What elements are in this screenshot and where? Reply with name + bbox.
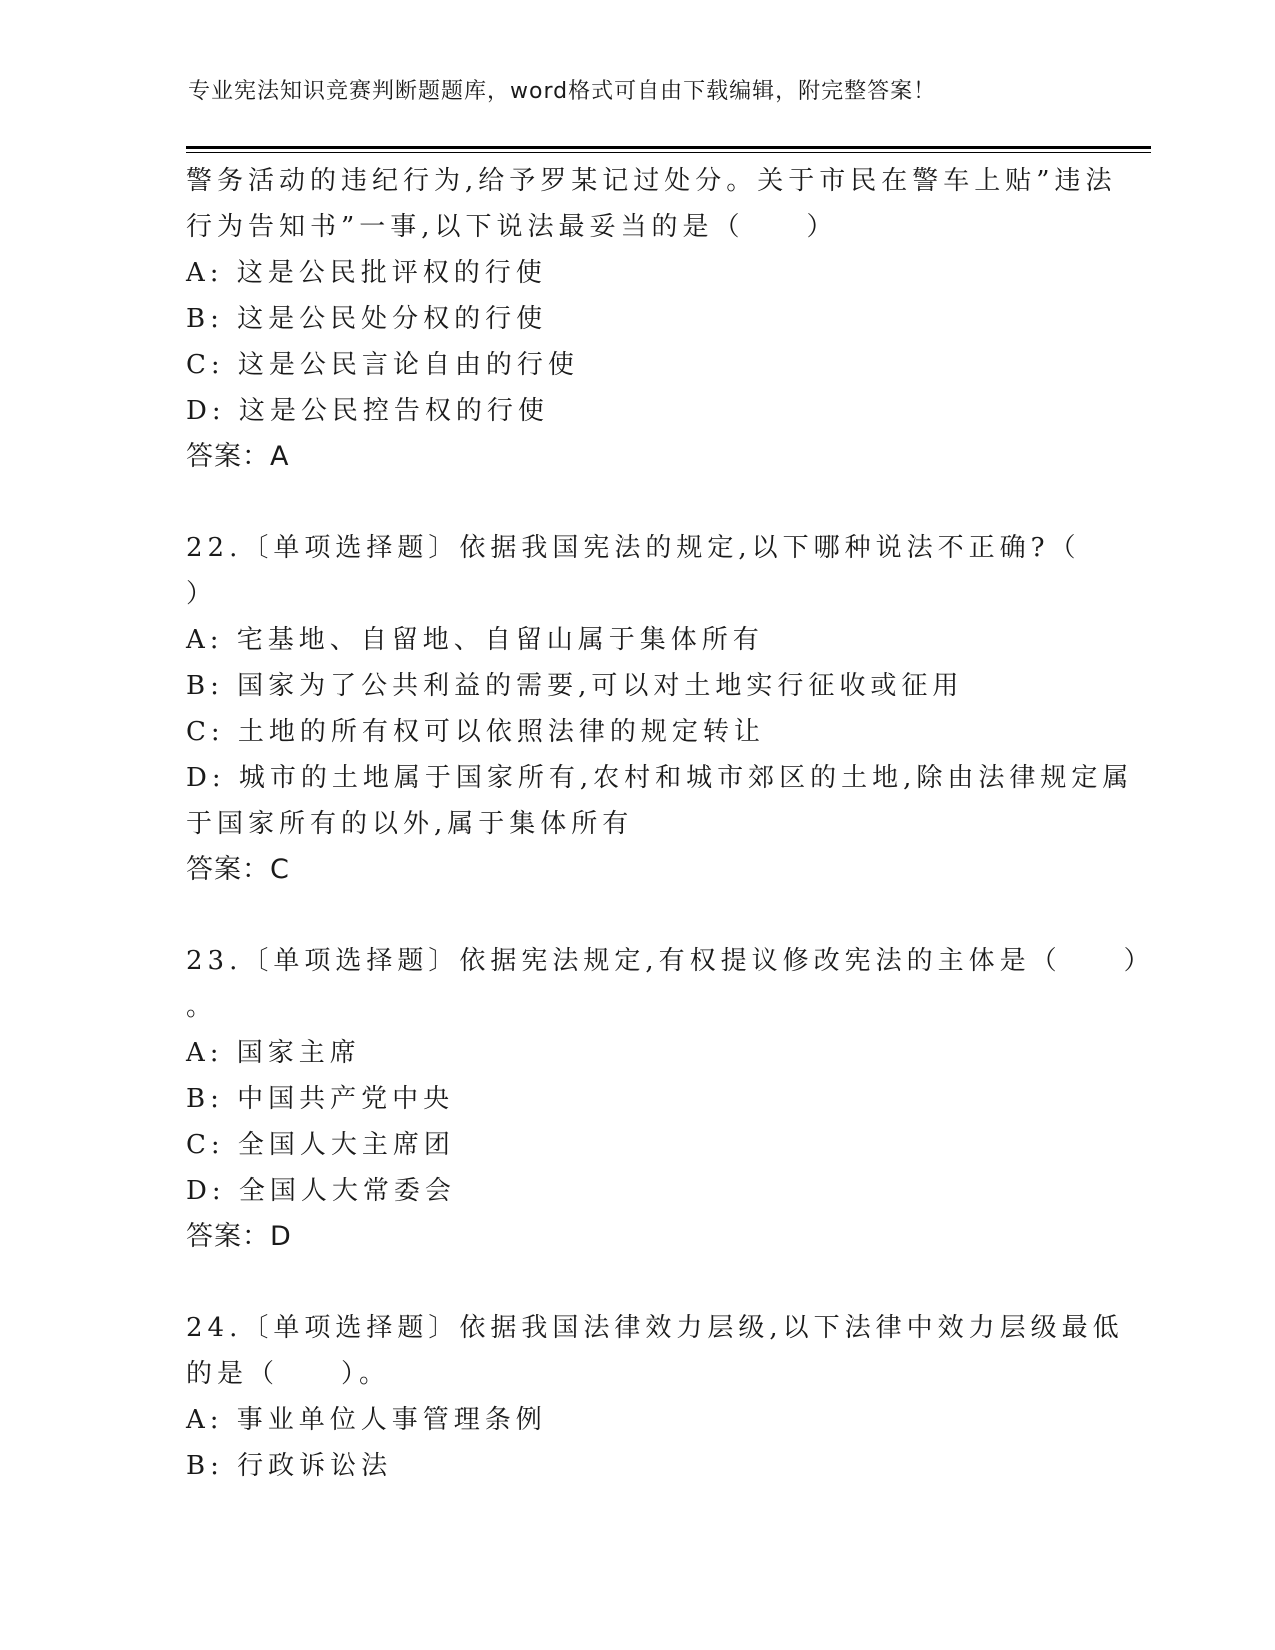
question-block	[186, 1305, 1124, 1489]
question-stem-line: 。	[186, 992, 218, 1022]
header-rule-thick	[186, 146, 1151, 149]
page-header: 专业宪法知识竞赛判断题题库，word格式可自由下载编辑，附完整答案！	[188, 79, 937, 104]
option-b: B: 国家为了公共利益的需要,可以对土地实行征收或征用	[186, 671, 964, 701]
option-a: A: 事业单位人事管理条例	[186, 1405, 547, 1435]
option-c: C: 全国人大主席团	[186, 1130, 455, 1160]
option-b: B: 行政诉讼法	[186, 1451, 393, 1481]
answer-line: 答案：A	[186, 441, 290, 472]
option-d: D: 这是公民控告权的行使	[186, 396, 549, 426]
question-block	[186, 525, 1134, 893]
spacer	[186, 1260, 1086, 1305]
question-stem-line: 22.〔单项选择题〕依据我国宪法的规定,以下哪种说法不正确?（	[186, 533, 1081, 563]
question-list	[186, 158, 1155, 1489]
option-a: A: 这是公民批评权的行使	[186, 258, 547, 288]
header-rule-thin	[186, 152, 1151, 153]
spacer	[186, 480, 1086, 525]
question-stem-line: ）	[186, 579, 218, 609]
option-b: B: 这是公民处分权的行使	[186, 304, 548, 334]
option-d: D: 城市的土地属于国家所有,农村和城市郊区的土地,除由法律规定属	[186, 763, 1134, 793]
question-block	[186, 158, 1117, 480]
answer-line: 答案：D	[186, 1221, 292, 1252]
option-c: C: 这是公民言论自由的行使	[186, 350, 579, 380]
question-stem-line: 24.〔单项选择题〕依据我国法律效力层级,以下法律中效力层级最低	[186, 1313, 1124, 1343]
option-d-continuation: 于国家所有的以外,属于集体所有	[186, 809, 634, 839]
option-a: A: 国家主席	[186, 1038, 361, 1068]
question-block	[186, 938, 1155, 1260]
option-d: D: 全国人大常委会	[186, 1176, 456, 1206]
option-a: A: 宅基地、自留地、自留山属于集体所有	[186, 625, 764, 655]
question-stem-line: 23.〔单项选择题〕依据宪法规定,有权提议修改宪法的主体是（ ）	[186, 946, 1155, 976]
option-b: B: 中国共产党中央	[186, 1084, 455, 1114]
option-c: C: 土地的所有权可以依照法律的规定转让	[186, 717, 765, 747]
question-stem-line: 行为告知书”一事,以下说法最妥当的是（ ）	[186, 212, 838, 242]
question-stem-line: 警务活动的违纪行为,给予罗某记过处分。关于市民在警车上贴”违法	[186, 166, 1117, 196]
question-stem-line: 的是（ ）。	[186, 1359, 391, 1389]
answer-line: 答案：C	[186, 854, 290, 885]
spacer	[186, 893, 1086, 938]
